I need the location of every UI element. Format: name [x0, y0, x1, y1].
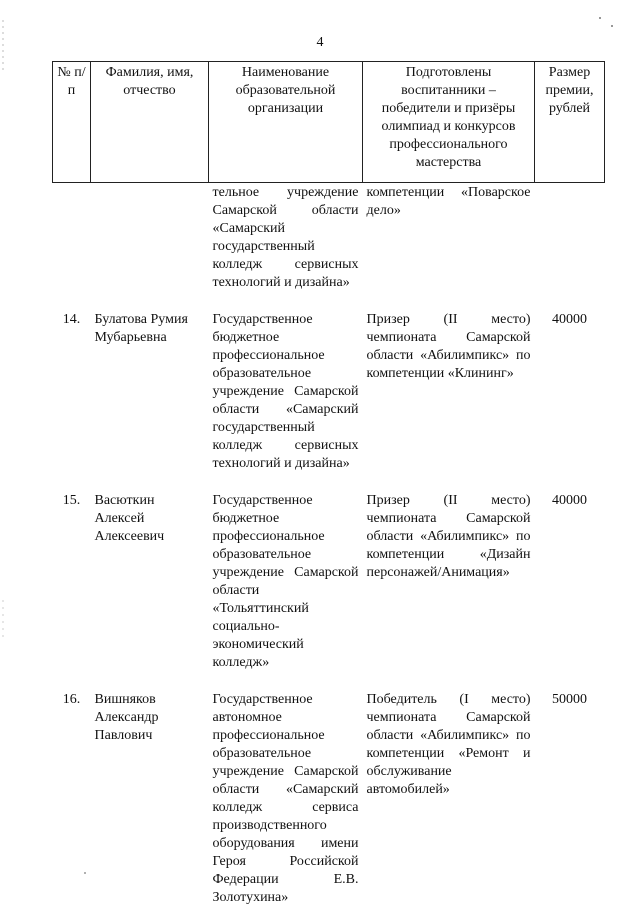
row-prize: 40000 [552, 312, 587, 327]
row-achievement: Призер (II место) чемпионата Самарской области «Абилимпикс» по компетенции «Дизайн персонажей/Анимация» [366, 493, 531, 580]
header-organization: Наименование образовательной организации [209, 62, 363, 183]
row-full-name: Васюткин Алексей Алексеевич [94, 493, 165, 544]
row-achievement: Призер (II место) чемпионата Самарской области «Абилимпикс» по компетенции «Клининг» [366, 312, 531, 381]
header-full-name: Фамилия, имя, отчество [91, 62, 209, 183]
award-table [52, 61, 605, 907]
row-achievement: компетенции «Поварское дело» [366, 185, 531, 218]
row-organization: Государственное автономное профессиональное образовательное учреждение Самарской области «Самарский колледж сервиса производственного оборудования имени Героя Российской Федерации Е.В. Золотухина» [212, 692, 359, 905]
row-number: 14. [62, 312, 81, 327]
row-organization: Государственное бюджетное профессиональное образовательное учреждение Самарской области «Самарский государственный колледж сервисных технологий и дизайна» [212, 312, 359, 471]
table-row [53, 672, 605, 907]
table-row [53, 473, 605, 672]
row-prize: 50000 [552, 692, 587, 707]
row-number: 16. [62, 692, 81, 707]
header-prize-amount: Размер премии, рублей [535, 62, 605, 183]
row-prize: 40000 [552, 493, 587, 508]
header-achievement: Подготовлены воспитанники – победители и призёры олимпиад и конкурсов профессионального мастерства [363, 62, 535, 183]
row-full-name: Вишняков Александр Павлович [94, 692, 159, 743]
header-number: № п/п [53, 62, 91, 183]
table-row [53, 292, 605, 473]
row-number: 15. [62, 493, 81, 508]
row-organization: тельное учреждение Самарской области «Самарский государственный колледж сервисных технологий и дизайна» [212, 185, 359, 290]
row-organization: Государственное бюджетное профессиональное образовательное учреждение Самарской области «Тольяттинский социально-экономический колледж» [212, 493, 359, 670]
page-number: 4 [316, 35, 324, 50]
row-full-name: Булатова Румия Мубарьевна [94, 312, 188, 345]
row-achievement: Победитель (I место) чемпионата Самарской области «Абилимпикс» по компетенции «Ремонт и обслуживание автомобилей» [366, 692, 531, 797]
table-header-row [53, 62, 605, 183]
table-row-continuation [53, 183, 605, 293]
